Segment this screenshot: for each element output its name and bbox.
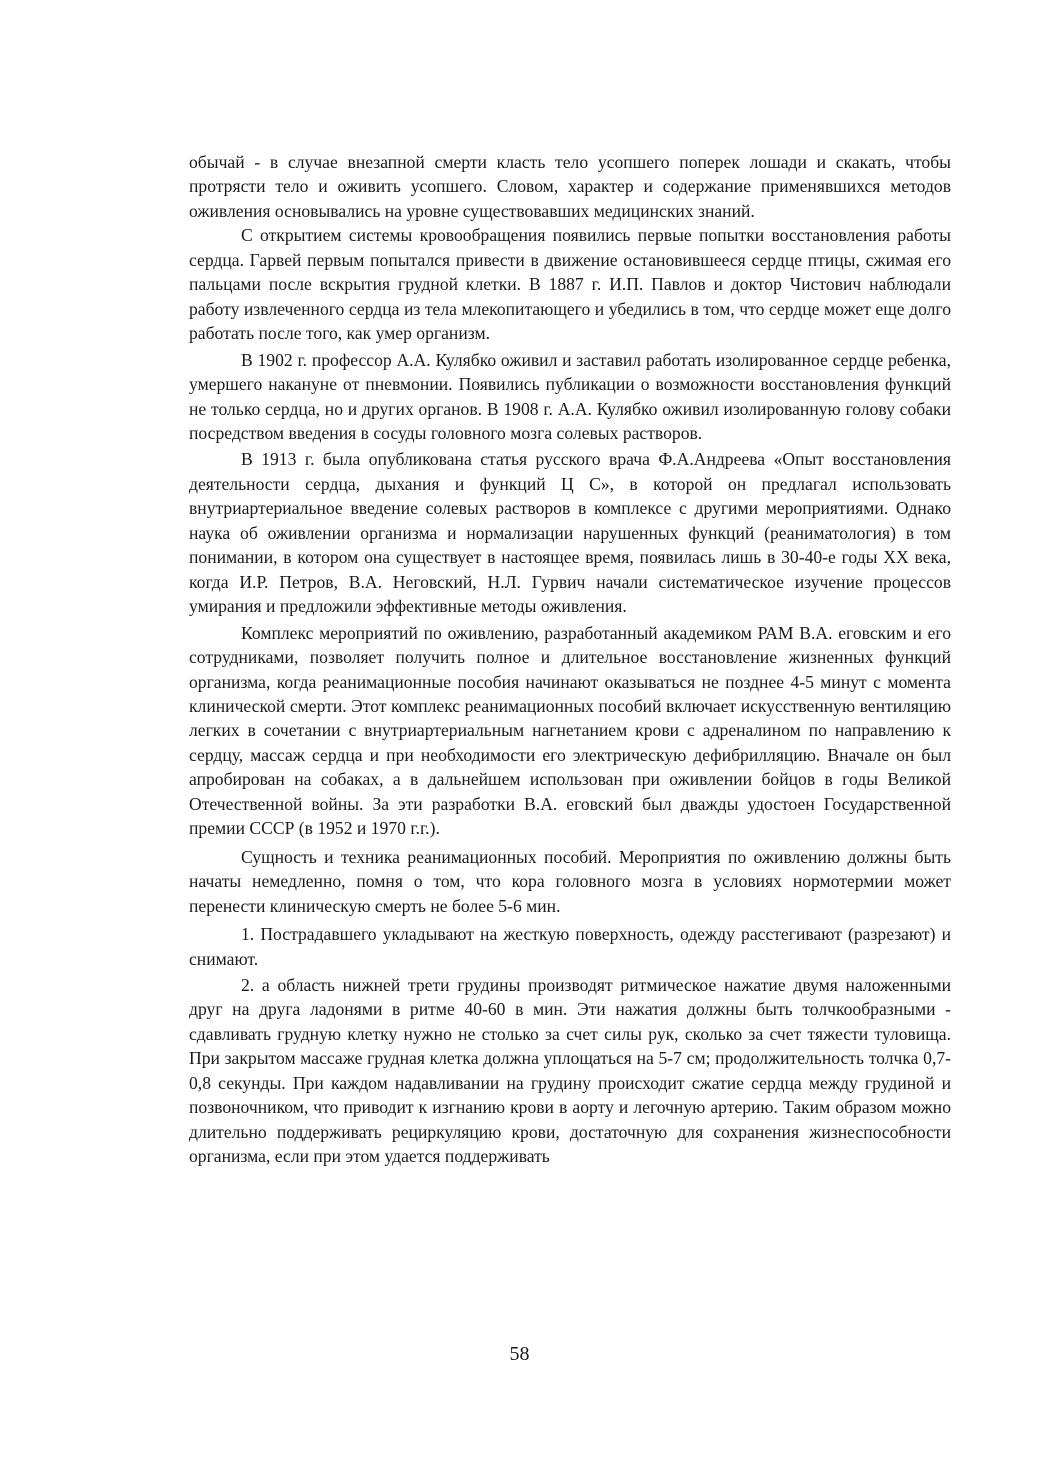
paragraph-1: обычай - в случае внезапной смерти класть тело усопшего поперек лошади и скакать, чтобы протрясти тело и оживить усопшего. Словом, характер и содержание применявшихся методов оживления основывались на уровне существовавших медицинских знаний. (189, 152, 951, 221)
list-item-2: 2. а область нижней трети грудины производят ритмическое нажатие двумя наложенными друг на друга ладонями в ритме 40-60 в мин. Эти нажатия должны быть толчкообразными - сдавливать грудную клетку нужно не столько за счет силы рук, сколько за счет тяжести туловища. При закрытом массаже грудная клетка должна уплощаться на 5-7 см; продолжительность толчка 0,7-0,8 секунды. При каждом надавливании на грудину происходит сжатие сердца между грудиной и позвоночником, что приводит к изгнанию крови в аорту и легочную артерию. Таким образом можно длительно поддерживать рециркуляцию крови, достаточную для сохранения жизнеспособности организма, если при этом удается поддерживать (189, 974, 951, 1167)
paragraph-6: Сущность и техника реанимационных пособий. Мероприятия по оживлению должны быть начаты немедленно, помня о том, что кора головного мозга в условиях нормотермии может перенести клиническую смерть не более 5-6 мин. (189, 846, 951, 916)
paragraph-3: В 1902 г. профессор А.А. Кулябко оживил и заставил работать изолированное сердце ребенка, умершего накануне от пневмонии. Появились публикации о возможности восстановления функций не только сердца, но и других органов. В 1908 г. А.А. Кулябко оживил изолированную голову собаки посредством введения в сосуды головного мозга солевых растворов. (189, 349, 951, 443)
page-number: 58 (509, 1343, 530, 1365)
paragraph-4: В 1913 г. была опубликована статья русского врача Ф.А.Андреева «Опыт восстановления деятельности сердца, дыхания и функций Ц С», в которой он предлагал использовать внутриартериальное введение солевых растворов в комплексе с другими мероприятиями. Однако наука об оживлении организма и нормализации нарушенных функций (реаниматология) в том понимании, в котором она существует в настоящее время, появилась лишь в 30-40-е годы XX века, когда И.Р. Петров, В.А. Неговский, Н.Л. Гурвич начали систематическое изучение процессов умирания и предложили эффективные методы оживления. (189, 449, 951, 617)
list-item-1: 1. Пострадавшего укладывают на жесткую поверхность, одежду расстегивают (разрезают) и снимают. (189, 924, 951, 969)
body-text (189, 150, 951, 1169)
paragraph-5: Комплекс мероприятий по оживлению, разработанный академиком РАМ В.А. еговским и его сотрудниками, позволяет получить полное и длительное восстановление жизненных функций организма, когда реанимационные пособия начинают оказываться не позднее 4-5 минут с момента клинической смерти. Этот комплекс реанимационных пособий включает искусственную вентиляцию легких в сочетании с внутриартериальным нагнетанием крови с адреналином по направлению к сердцу, массаж сердца и при необходимости его электрическую дефибрилляцию. Вначале он был апробирован на собаках, а в дальнейшем использован при оживлении бойцов в годы Великой Отечественной войны. За эти разработки В.А. еговский был дважды удостоен Государственной премии СССР (в 1952 и 1970 г.г.). (189, 622, 951, 839)
paragraph-2: С открытием системы кровообращения появились первые попытки восстановления работы сердца. Гарвей первым попытался привести в движение остановившееся сердце птицы, сжимая его пальцами после вскрытия грудной клетки. В 1887 г. И.П. Павлов и доктор Чистович наблюдали работу извлеченного сердца из тела млекопитающего и убедились в том, что сердце может еще долго работать после того, как умер организм. (189, 225, 951, 344)
